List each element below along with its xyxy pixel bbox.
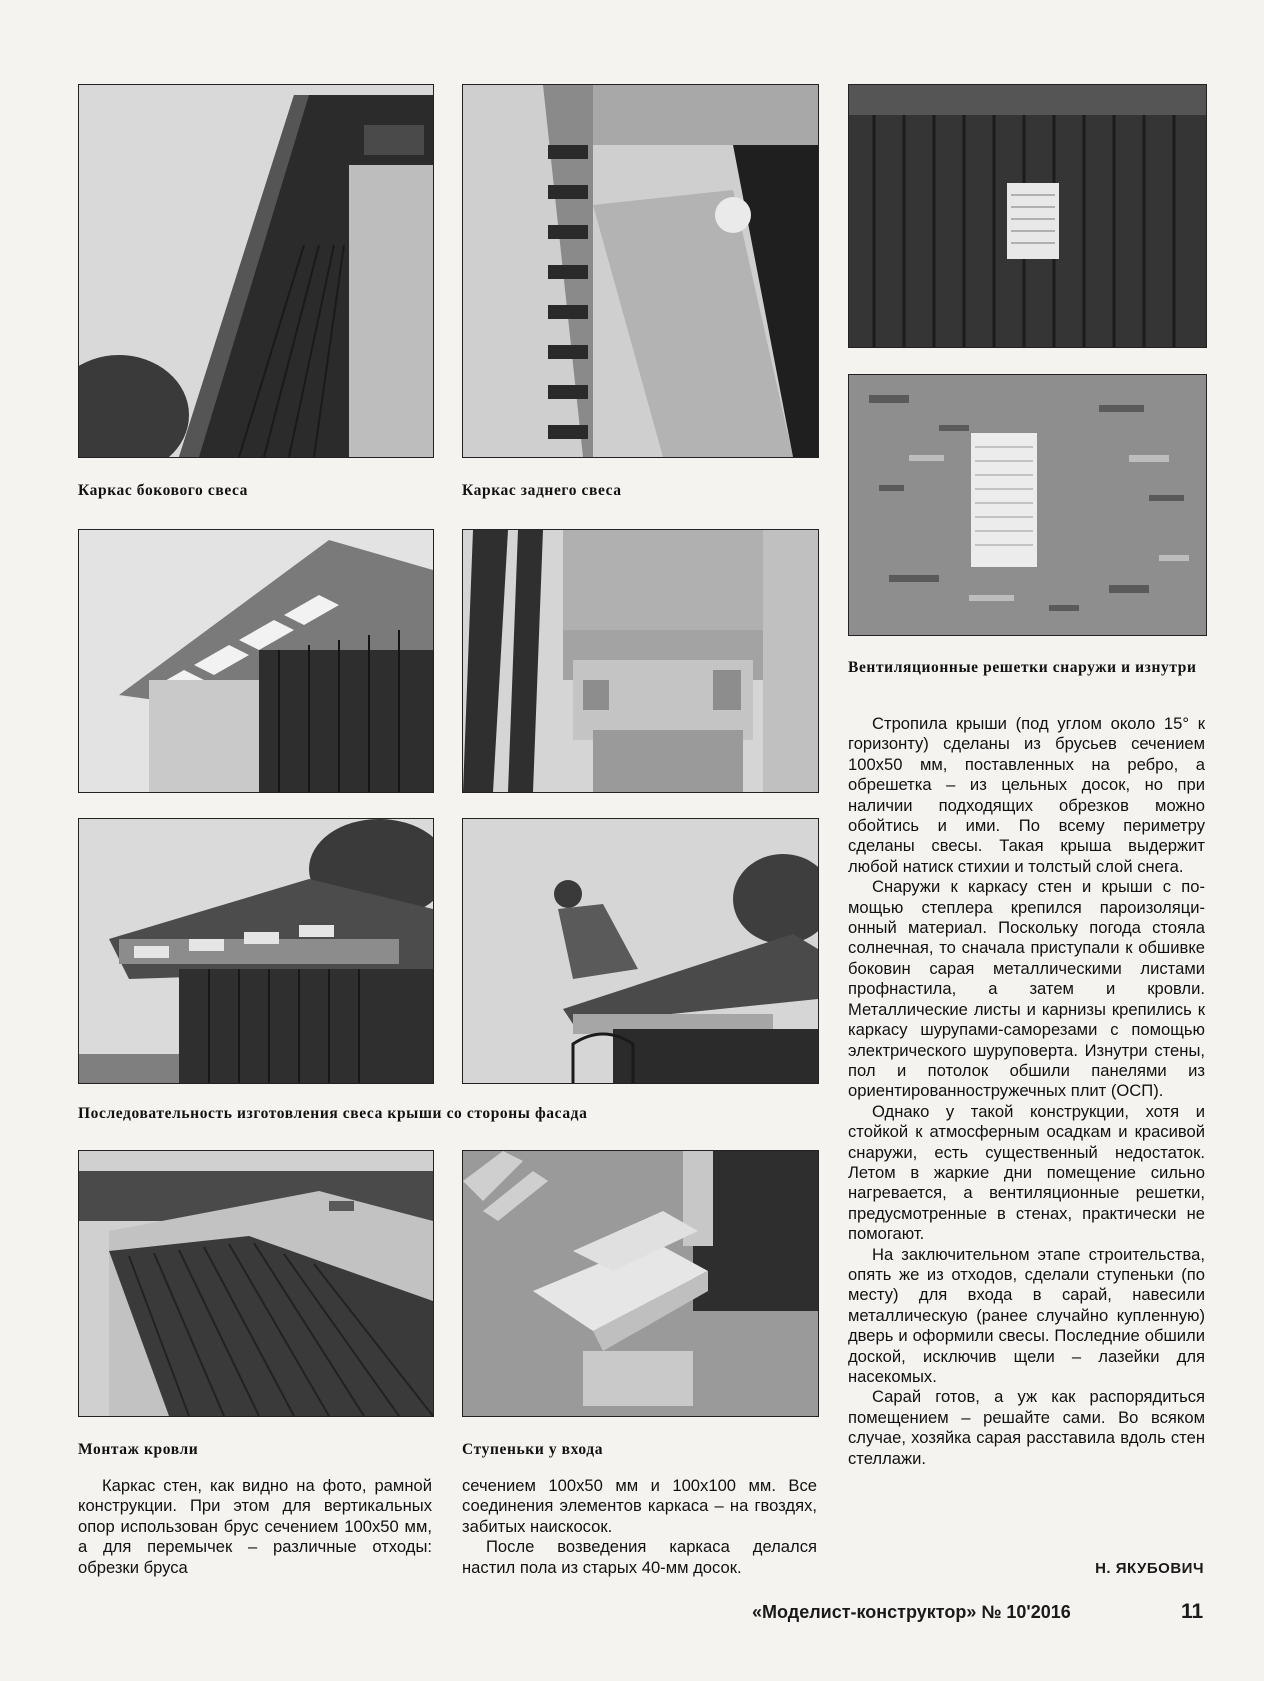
col3-paragraph-2: Снаружи к каркасу стен и крыши с помощью степлера крепился пароизоляционный материал. Поскольку погода стояла солнечная, то сначала приступали к обшивке боковин сарая металлическими листами профнастила, а затем и кровли. Металлические листы и карнизы крепились к каркасу шурупами-саморезами с помощью электрического шуруповерта. Изнутри стены, пол и потолок обшили панелями из ориентированностружечных плит (ОСП). [848, 877, 1205, 1101]
photo-side-overhang-frame [78, 84, 434, 458]
caption-side-overhang: Каркас бокового свеса [78, 482, 249, 499]
text-column-3 [848, 714, 1205, 1469]
photo-facade-overhang-step1 [78, 529, 434, 793]
caption-rear-overhang: Каркас заднего свеса [462, 482, 622, 499]
photo-facade-overhang-step2 [462, 529, 819, 793]
photo-facade-overhang-step3 [78, 818, 434, 1084]
text-column-1 [78, 1476, 432, 1578]
col3-paragraph-1: Стропила крыши (под углом около 15° к горизонту) сделаны из брусьев сечением 100х50 мм, поставленных на ребро, а обрешетка – из цельных досок, но при наличии подходящих обрезков можно обойтись и ими. По всему периметру сделаны свесы. Такая крыша выдержит любой натиск стихии и толстый слой снега. [848, 714, 1205, 876]
col3-paragraph-5: Сарай готов, а уж как распорядиться помещением – решайте сами. Во всяком случае, хозяйка сарая расставила вдоль стен стеллажи. [848, 1387, 1205, 1468]
text-column-2 [462, 1476, 817, 1578]
col2-paragraph-1: сечением 100х50 мм и 100х100 мм. Все соединения элементов каркаса – на гвоздях, забитых наискосок. [462, 1476, 817, 1536]
col3-paragraph-4: На заключительном этапе строительства, опять же из отходов, сделали ступеньки (по месту) для входа в сарай, навесили металлическую (ранее случайно купленную) дверь и оформили свесы. Последние обшили доской, исключив щели – лазейки для насекомых. [848, 1244, 1205, 1386]
col3-paragraph-3: Однако у такой конструкции, хотя и стойкой к атмосферным осадкам и красивой снаружи, есть существенный недостаток. Летом в жаркие дни помещение сильно нагревается, а вентиляционные решетки, предусмотренные в стенах, практически не помогают. [848, 1101, 1205, 1244]
photo-roof-mounting [78, 1150, 434, 1417]
caption-entrance-steps: Ступеньки у входа [462, 1441, 604, 1458]
article-author: Н. ЯКУБОВИЧ [1095, 1560, 1204, 1577]
photo-vent-grille-inside [848, 374, 1207, 636]
footer-magazine-issue: «Моделист-конструктор» № 10'2016 [752, 1602, 1071, 1622]
caption-facade-sequence: Последовательность изготовления свеса крыши со стороны фасада [78, 1105, 588, 1122]
col1-paragraph-1: Каркас стен, как видно на фото, рамной конструкции. При этом для вертикальных опор использован брус сечением 100х50 мм, а для перемычек – различные отходы: обрезки бруса [78, 1476, 432, 1577]
photo-rear-overhang-frame [462, 84, 819, 458]
col2-paragraph-2: После возведения каркаса делался настил пола из старых 40-мм досок. [462, 1537, 817, 1577]
photo-facade-overhang-step4 [462, 818, 819, 1084]
caption-roof-mounting: Монтаж кровли [78, 1441, 199, 1458]
photo-vent-grille-outside [848, 84, 1207, 348]
caption-vent-grilles: Вентиляционные решетки снаружи и изнутри [848, 659, 1197, 676]
photo-entrance-steps [462, 1150, 819, 1417]
page-number: 11 [1181, 1600, 1204, 1623]
